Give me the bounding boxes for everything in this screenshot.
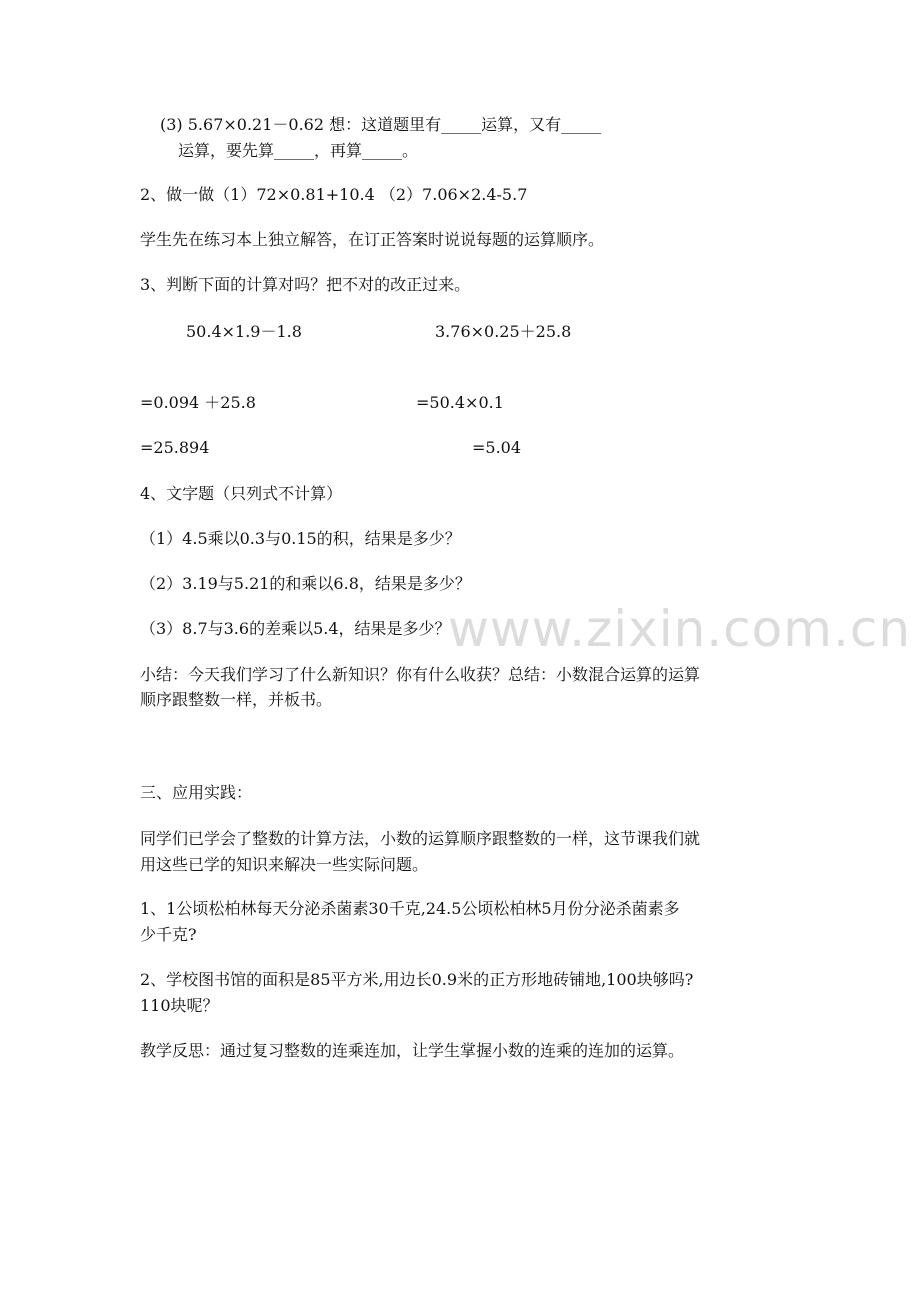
word-problem-1: （1）4.5乘以0.3与0.15的积，结果是多少？ <box>140 529 461 548</box>
calc-left-step1: =0.094 ＋25.8 <box>140 393 256 412</box>
word-problem-3: （3）8.7与3.6的差乘以5.4，结果是多少？ <box>140 619 451 638</box>
section2-note: 学生先在练习本上独立解答，在订正答案时说说每题的运算顺序。 <box>140 230 605 249</box>
watermark: www.zixin.com.cn <box>448 600 912 658</box>
calc-right-expression: 3.76×0.25＋25.8 <box>435 322 572 341</box>
application-problem-2-line2: 110块呢？ <box>140 996 219 1015</box>
application-problem-2-line1: 2、学校图书馆的面积是85平方米,用边长0.9米的正方形地砖铺地,100块够吗? <box>140 970 694 989</box>
calc-left-expression: 50.4×1.9－1.8 <box>186 322 302 341</box>
section2-title: 2、做一做（1）72×0.81+10.4 （2）7.06×2.4-5.7 <box>140 185 528 204</box>
part3-intro-line1: 同学们已学会了整数的计算方法，小数的运算顺序跟整数的一样，这节课我们就 <box>140 829 701 848</box>
application-problem-1-line1: 1、1公顷松柏林每天分泌杀菌素30千克,24.5公顷松柏林5月份分泌杀菌素多 <box>140 899 680 918</box>
calc-right-step2: =5.04 <box>472 438 522 457</box>
calc-left-step2: =25.894 <box>140 438 210 457</box>
section3-title: 3、判断下面的计算对吗？把不对的改正过来。 <box>140 275 471 294</box>
calc-right-step1: =50.4×0.1 <box>416 393 504 412</box>
part3-intro-line2: 用这些已学的知识来解决一些实际问题。 <box>140 855 429 874</box>
q3-line2: 运算，要先算_____，再算_____。 <box>178 141 419 160</box>
teaching-reflection: 教学反思：通过复习整数的连乘连加，让学生掌握小数的连乘的连加的运算。 <box>140 1041 685 1060</box>
section4-title: 4、文字题（只列式不计算） <box>140 484 343 503</box>
summary-line1: 小结：今天我们学习了什么新知识？你有什么收获？总结：小数混合运算的运算 <box>140 665 701 684</box>
q3-line1: (3) 5.67×0.21－0.62 想：这道题里有_____运算，又有_____ <box>160 115 602 134</box>
part3-heading: 三、应用实践： <box>140 783 253 802</box>
summary-line2: 顺序跟整数一样，并板书。 <box>140 690 333 709</box>
application-problem-1-line2: 少千克? <box>140 925 197 944</box>
word-problem-2: （2）3.19与5.21的和乘以6.8，结果是多少？ <box>140 574 471 593</box>
